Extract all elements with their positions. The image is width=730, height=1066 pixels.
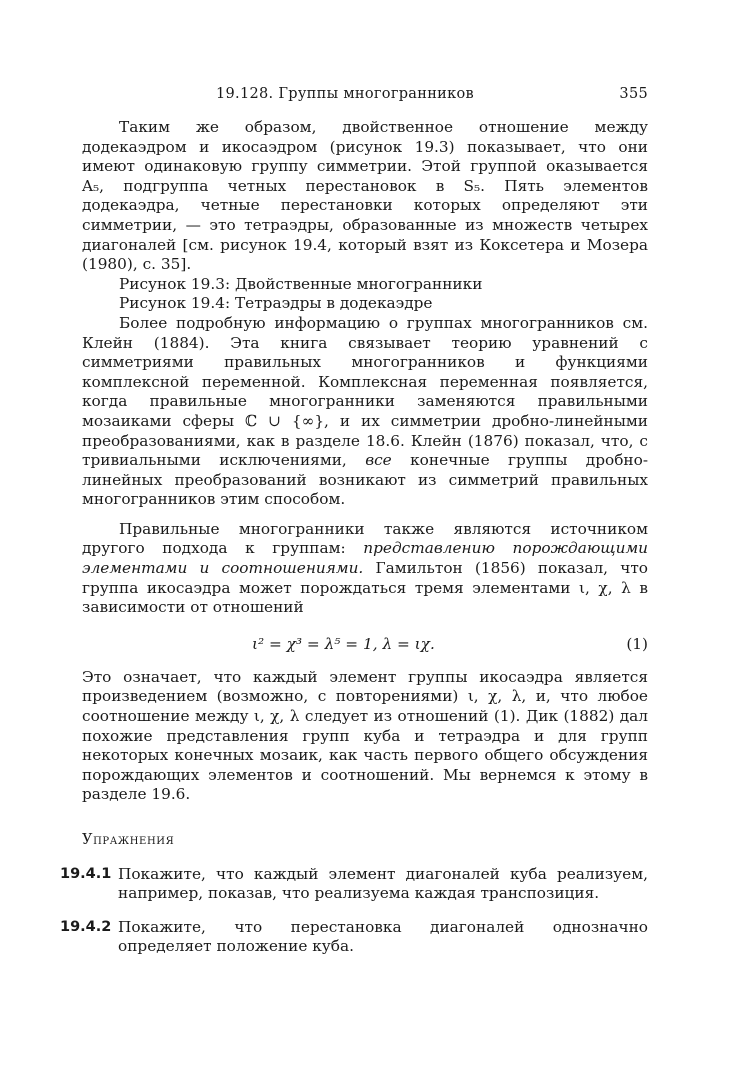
- equation-1: [82, 628, 648, 662]
- equation-expression: ι² = χ³ = λ⁵ = 1, λ = ιχ.: [252, 634, 435, 653]
- exercise-number: 19.4.1: [60, 865, 112, 882]
- paragraph-3-text-a: Правильные многогранники также являются источником другого подхода к группам:: [82, 519, 648, 558]
- paragraph-4: Это означает, что каждый элемент группы икосаэдра является произведением (возможно, с повторениями) ι, χ, λ, и, что любое соотношение между ι, χ, λ следует из отношений (1). Дик (1882) дал похожие представления групп куба и тетраэдра и для групп некоторых конечных мозаик, как часть первого общего обсуждения порождающих элементов и соотношений. Мы вернемся к этому в разделе 19.6.: [82, 667, 648, 804]
- page-number: 355: [619, 86, 648, 102]
- equation-number: (1): [626, 634, 648, 653]
- exercise-item: [60, 917, 648, 957]
- paragraph-2-emphasis: все: [365, 451, 392, 470]
- page-body: [60, 118, 648, 957]
- exercise-item: [60, 864, 648, 904]
- exercises-heading: Упражнения: [82, 832, 175, 848]
- exercise-text: Покажите, что перестановка диагоналей однозначно определяет положение куба.: [118, 917, 648, 956]
- paragraph-2-text-a: Более подробную информацию о группах многогранников см. Клейн (1884). Эта книга связывает теорию уравнений с симметриями правильных многогранников и функциями комплексной переменной. Комплексная переменная появляется, когда правильные многогранники заменяются правильными мозаиками сферы ℂ ∪ {∞}, и их симметрии дробно-линейными преобразованиями, как в разделе 18.6. Клейн (1876) показал, что, с тривиальными исключениями,: [82, 313, 648, 470]
- paragraph-1: Таким же образом, двойственное отношение между додекаэдром и икосаэдром (рисунок 19.3) показывает, что они имеют одинаковую группу симметрии. Этой группой оказывается A₅, подгруппа четных перестановок в S₅. Пять элементов додекаэдра, четные перестановки которых определяют эти симметрии, — это тетраэдры, образованные из множеств четырех диагоналей [см. рисунок 19.4, который взят из Коксетера и Мозера (1980), с. 35].: [82, 118, 648, 274]
- exercise-text: Покажите, что каждый элемент диагоналей куба реализуем, например, показав, что реализуема каждая транспозиция.: [118, 864, 648, 903]
- running-header: [82, 86, 648, 106]
- paragraph-3-text-b: Гамильтон (1856) показал, что группа икосаэдра может порождаться тремя элементами ι, χ, λ в зависимости от отношений: [82, 559, 648, 617]
- paragraph-3: [82, 520, 648, 618]
- paragraph-2: [82, 314, 648, 510]
- figure-caption-19-3: Рисунок 19.3: Двойственные многогранники: [119, 274, 483, 293]
- exercise-number: 19.4.2: [60, 918, 112, 935]
- running-title: 19.128. Группы многогранников: [215, 86, 475, 102]
- paragraph-2-text-b: конечные группы дробно-линейных преобразований возникают из симметрий правильных многогранников этим способом.: [82, 451, 648, 509]
- figure-caption-19-4: Рисунок 19.4: Тетраэдры в додекаэдре: [119, 294, 433, 313]
- paragraph-3-emphasis: представлению порождающими элементами и соотношениями.: [82, 539, 648, 578]
